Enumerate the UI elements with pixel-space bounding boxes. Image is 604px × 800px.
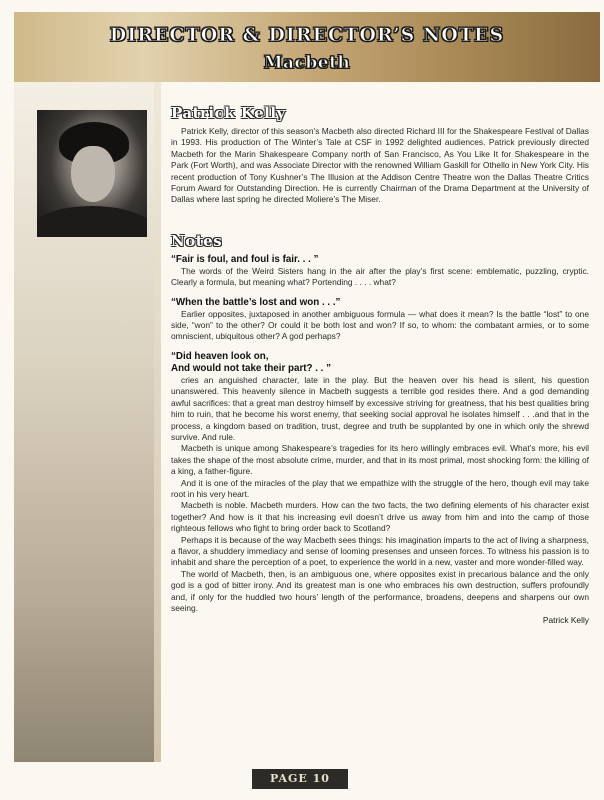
notes-paragraph-4: Macbeth is unique among Shakespeare’s tragedies for its hero willingly embraces evil. What’s more, his evil takes the shape of the most absolute crime, murder, and that in its most primal, most shocking form: the killing of a king, a father-figure. [171,443,589,477]
notes-paragraph-1: The words of the Weird Sisters hang in the air after the play’s first scene: emblematic, puzzling, cryptic. Clearly a formula, but meaning what? Portending . . . . what? [171,265,589,288]
notes-paragraph-3: cries an anguished character, late in the play. But the heaven over his head is silent, his question unanswered. This heavenly silence in Macbeth suggests a terrible god resides there. And a god demanding awful sacrifices: that a great man destroy himself by excessive striving for greatness, that his best qualities bring him to ruin, that he become his worst enemy, that seeking social approval he isolates himself . . .and that in the process, a kingdom based on tradition, trust, degree and truth be supplanted by one in which only the shrewd survive. And rule. [171,374,589,442]
notes-paragraph-5: And it is one of the miracles of the play that we empathize with the struggle of the hero, though evil may take root in his very heart. [171,477,589,499]
main-content [171,104,589,626]
director-portrait-photo [37,110,147,237]
page-header [14,12,600,82]
notes-signoff: Patrick Kelly [542,615,589,626]
sidebar-divider [154,82,161,762]
page-subtitle: Macbeth [263,53,351,73]
page-title: DIRECTOR & DIRECTOR’S NOTES [109,24,505,46]
page-number-label: PAGE 10 [270,772,330,785]
notes-quote-3-line-1: “Did heaven look on, [171,350,269,362]
notes-paragraph-6: Macbeth is noble. Macbeth murders. How can the two facts, the two defining elements of his character exist together? And how is it that his increasing evil doesn’t drive us away from him and into the camp of those righteous fellows who fight to bring order back to Scotland? [171,500,589,534]
notes-paragraph-2: Earlier opposites, juxtaposed in another ambiguous formula — what does it mean? Is the battle “lost” to one side, “won” to the other? Or could it be both lost and won? If so, to whom: the combatant armies, or to some omniscient, ubiquitous other? A god perhaps? [171,308,589,342]
notes-quote-3-line-2: And would not take their part? . . ” [171,362,332,374]
notes-paragraph-8: The world of Macbeth, then, is an ambiguous one, where opposites exist in precarious balance and the only god is a god of bitter irony. And its greatest man is one who embraces his own destruction, suffers profoundly and, if only for the huddled two hours’ length of the performance, broadens, deepens and sharpens our own seeing. [171,568,589,613]
notes-paragraph-7: Perhaps it is because of the way Macbeth sees things: his imagination imparts to the act of living a sharpness, a flavor, a shuddery immediacy and sense of looming presenses and unseen forces. To witness his passion is to inhabit and share the perception of a poet, to experience the world in a new, vaster and more wonder-filled way. [171,534,589,568]
notes-quote-1: “Fair is foul, and foul is fair. . . ” [171,253,319,265]
notes-quote-2: “When the battle’s lost and won . . .” [171,296,341,308]
notes-heading: Notes [171,231,223,250]
bio-text: Patrick Kelly, director of this season’s Macbeth also directed Richard III for the Shakespeare Festival of Dallas in 1993. His production of The Winter’s Tale at CSF in 1992 delighted audiences. Patrick previously directed Macbeth for the Marin Shakespeare Company north of San Francisco, As You Like It for Shakespeare in the Park (Fort Worth), and was Associate Director with the renowned William Gaskill for Othello in New York City. His recent production of Tony Kushner’s The Illusion at the Addison Centre Theatre won the Dallas Theatre Critics Forum Award for Outstanding Direction. He is currently Chairman of the Drama Department at the University of Dallas where last spring he directed Moliere’s The Miser. [171,126,589,205]
bio-heading: Patrick Kelly [171,104,286,122]
page-number-tab [252,769,348,789]
